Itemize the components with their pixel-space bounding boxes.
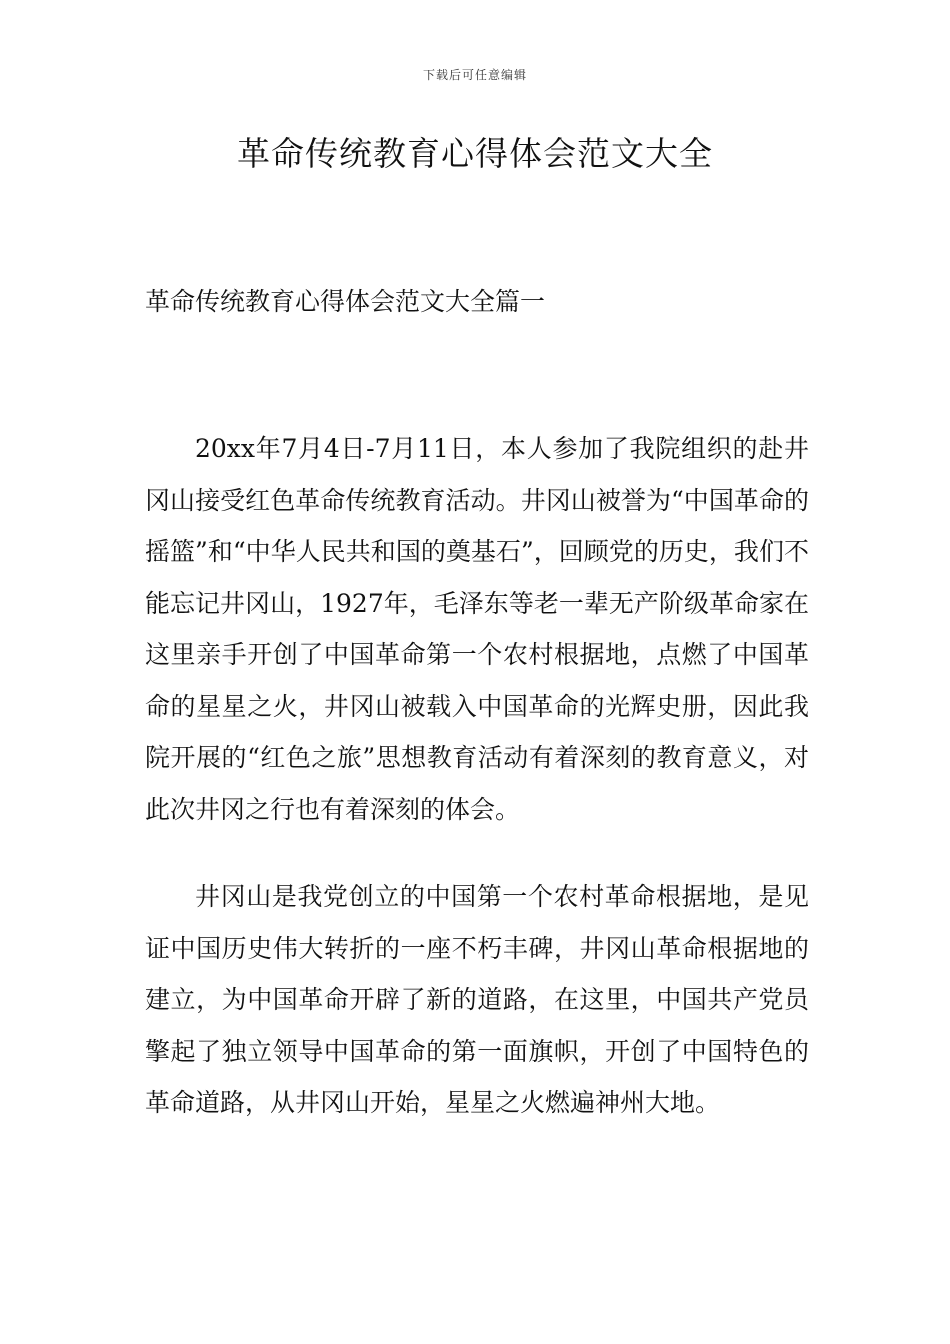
- page-header-note: 下载后可任意编辑: [422, 68, 527, 82]
- body-paragraph-2: 井冈山是我党创立的中国第一个农村革命根据地，是见证中国历史伟大转折的一座不朽丰碑，井冈山革命根据地的建立，为中国革命开辟了新的道路，在这里，中国共产党员擎起了独立领导中国革命的第一面旗帜，开创了中国特色的革命道路，从井冈山开始，星星之火燃遍神州大地。: [145, 882, 809, 1117]
- section-heading: 革命传统教育心得体会范文大全篇一: [145, 287, 546, 316]
- body-paragraph-1: 20xx年7月4日-7月11日，本人参加了我院组织的赴井冈山接受红色革命传统教育活动。井冈山被誉为“中国革命的摇篮”和“中华人民共和国的奠基石”，回顾党的历史，我们不能忘记井冈山，1927年，毛泽东等老一辈无产阶级革命家在这里亲手开创了中国革命第一个农村根据地，点燃了中国革命的星星之火，井冈山被载入中国革命的光辉史册，因此我院开展的“红色之旅”思想教育活动有着深刻的教育意义，对此次井冈之行也有着深刻的体会。: [145, 434, 809, 824]
- document-title: 革命传统教育心得体会范文大全: [237, 134, 713, 173]
